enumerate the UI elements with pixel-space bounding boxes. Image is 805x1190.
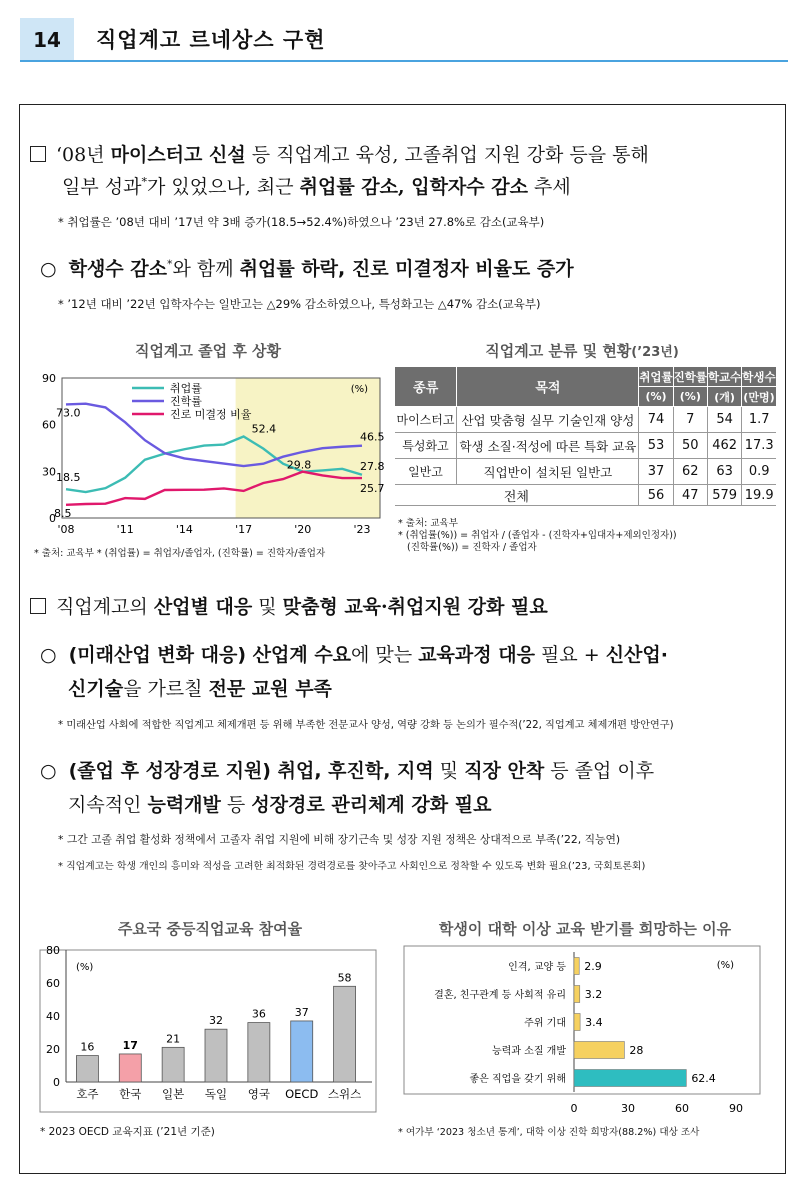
- bar-value-label: 16: [80, 1040, 95, 1054]
- text-run: 직업계고의: [56, 596, 154, 618]
- text-run: 및: [433, 760, 465, 782]
- text-run: 등 졸업 이후: [544, 760, 655, 782]
- section-number: 14: [20, 18, 74, 62]
- text-run: 와 함께: [172, 258, 240, 280]
- text-run: *: [166, 257, 173, 271]
- bar-value-label: 28: [629, 1044, 644, 1057]
- bar-value-label: 58: [337, 971, 352, 985]
- sec1-line1: [30, 140, 649, 167]
- circle-bullet-icon: ○: [40, 644, 57, 666]
- sec1-bullet-text: [69, 258, 574, 280]
- category-label: 독일: [204, 1087, 228, 1101]
- unit-label: (%): [350, 384, 368, 395]
- category-label: 호주: [76, 1087, 99, 1101]
- table-header-cell: 진학률: [673, 367, 707, 387]
- x-tick-label: '08: [57, 523, 75, 536]
- table-total-cell: 전체: [395, 485, 639, 506]
- text-run: 신산업·: [605, 644, 668, 666]
- category-label: 주위 기대: [524, 1018, 566, 1029]
- category-label: 영국: [247, 1087, 270, 1101]
- sec1-line1-text: [56, 144, 649, 166]
- sec2-head: [30, 592, 548, 619]
- table-subheader-cell: (%): [639, 387, 673, 407]
- x-tick-label: 60: [675, 1102, 689, 1115]
- cls-table-notes: [398, 518, 677, 554]
- text-run: 지속적인: [68, 794, 148, 816]
- table-row: [395, 407, 777, 433]
- text-run: 전문 교원 부족: [208, 678, 332, 700]
- table-header-row: [395, 367, 777, 387]
- table-cell: 53: [639, 433, 673, 459]
- table-header-cell: 학생수: [742, 367, 776, 387]
- sec2-bullet1-text1: [69, 644, 668, 666]
- x-tick-label: '11: [116, 523, 134, 536]
- text-run: 학생수 감소: [68, 258, 167, 280]
- y-tick-label: 0: [53, 1076, 60, 1089]
- bar: [119, 1054, 141, 1082]
- checkbox-bullet-icon: [30, 598, 46, 614]
- table-row: [395, 433, 777, 459]
- bar-value-label: 21: [166, 1032, 181, 1046]
- text-run: 마이스터고 신설: [110, 144, 246, 166]
- table-cell: 학생 소질·적성에 따른 특화 교육: [457, 433, 639, 459]
- text-run: 산업별 대응: [153, 596, 253, 618]
- table-cell: 62: [673, 459, 707, 485]
- table-cell: 직업반이 설치된 일반고: [457, 459, 639, 485]
- table-header-cell: 목적: [457, 367, 639, 407]
- text-run: 취업, 후진학, 지역: [277, 760, 434, 782]
- category-label: 좋은 직업을 갖기 위해: [469, 1074, 566, 1085]
- classification-table: [394, 366, 777, 506]
- bar-value-label: 17: [122, 1038, 138, 1052]
- cls-table-title-year: (’23년): [631, 345, 679, 360]
- data-label: 46.5: [360, 430, 385, 444]
- sec2-bullet1-line2: [68, 674, 332, 701]
- y-tick-label: 60: [46, 977, 60, 990]
- line-chart: [32, 370, 385, 545]
- text-run: 취업률 하락, 진로 미결정자 비율도 증가: [239, 258, 574, 280]
- bar: [574, 1042, 624, 1059]
- text-run: 능력개발: [147, 794, 221, 816]
- x-tick-label: '20: [294, 523, 312, 536]
- table-cell: 50: [673, 433, 707, 459]
- table-cell: 54: [707, 407, 741, 433]
- line-chart-source: * 출처: 교육부 * (취업률) = 취업자/졸업자, (진학률) = 진학자/졸업자: [34, 548, 326, 559]
- table-row: [395, 459, 777, 485]
- sec2-bullet1-line1: [40, 640, 668, 667]
- x-tick-label: '23: [353, 523, 371, 536]
- cls-table-title: [392, 340, 772, 361]
- x-tick-label: 0: [570, 1102, 578, 1115]
- text-run: 추세: [527, 176, 571, 198]
- bar-value-label: 32: [209, 1014, 223, 1028]
- table-subheader-cell: (만명): [742, 387, 776, 407]
- table-cell: 일반고: [395, 459, 457, 485]
- table-subheader-cell: (%): [673, 387, 707, 407]
- data-label: 52.4: [251, 422, 277, 436]
- bar: [291, 1021, 313, 1082]
- text-run: 가 있었으나, 최근: [146, 176, 300, 198]
- table-total-cell: 19.9: [742, 485, 776, 506]
- bar: [574, 986, 580, 1003]
- sec2-bullet2-line1: [40, 756, 654, 783]
- table-cell: 특성화고: [395, 433, 457, 459]
- bar: [334, 986, 356, 1082]
- category-label: 능력과 소질 개발: [492, 1046, 566, 1057]
- text-run: 맞춤형 교육·취업지원 강화 필요: [282, 596, 548, 618]
- bar: [162, 1047, 184, 1082]
- text-run: 취업률 감소, 입학자수 감소: [299, 176, 528, 198]
- unit-label: (%): [716, 960, 734, 971]
- y-tick-label: 60: [42, 418, 56, 432]
- category-label: 인격, 교양 등: [508, 962, 566, 973]
- table-cell: 산업 맞춤형 실무 기술인재 양성: [457, 407, 639, 433]
- bar: [574, 1070, 686, 1087]
- bar: [574, 958, 579, 975]
- text-run: ‘08년: [56, 144, 111, 166]
- text-run: 및: [252, 596, 283, 618]
- table-cell: 7: [673, 407, 707, 433]
- bar-value-label: 37: [294, 1005, 309, 1019]
- table-header-cell: 취업률: [639, 367, 673, 387]
- y-tick-label: 80: [46, 944, 60, 957]
- circle-bullet-icon: ○: [40, 258, 57, 280]
- text-run: 등: [220, 794, 252, 816]
- bar-value-label: 36: [251, 1007, 266, 1021]
- table-header-cell: 종류: [395, 367, 457, 407]
- legend-label-employ: 취업률: [170, 382, 202, 395]
- x-tick-label: 30: [621, 1102, 635, 1115]
- sec2-bullet1-note: * 미래산업 사회에 적합한 직업계고 체제개편 등 위해 부족한 전문교사 양성, 역량 강화 등 논의가 필수적(’22, 직업계고 체제개편 방안연구): [58, 720, 674, 731]
- sec1-line2-text: [62, 176, 571, 198]
- category-label: 결혼, 친구관계 등 사회적 유리: [434, 990, 566, 1001]
- sec1-note2: * ’12년 대비 ’22년 입학자수는 일반고는 △29% 감소하였으나, 특성화고는 △47% 감소(교육부): [58, 297, 541, 311]
- x-tick-label: '14: [175, 523, 193, 536]
- text-run: 신기술: [68, 678, 124, 700]
- text-run: 교육과정 대응: [418, 644, 535, 666]
- table-cell: 462: [707, 433, 741, 459]
- table-note: * 출처: 교육부: [398, 518, 458, 529]
- y-tick-label: 20: [46, 1043, 60, 1056]
- text-run: *: [141, 175, 147, 189]
- category-label: 일본: [162, 1087, 185, 1101]
- hbar-chart-title: 학생이 대학 이상 교육 받기를 희망하는 이유: [438, 920, 732, 938]
- highlight-region: [236, 378, 380, 518]
- x-tick-label: '17: [235, 523, 253, 536]
- sec2-bullet2-text1: [69, 760, 655, 782]
- table-total-cell: 56: [639, 485, 673, 506]
- text-run: 등 직업계고 육성, 고졸취업 지원 강화 등을 통해: [245, 144, 649, 166]
- bar: [76, 1056, 98, 1082]
- bar-value-label: 3.4: [585, 1016, 603, 1029]
- checkbox-bullet-icon: [30, 146, 46, 162]
- y-tick-label: 30: [42, 465, 56, 479]
- table-total-cell: 579: [707, 485, 741, 506]
- header-underline: [20, 60, 788, 62]
- text-run: (미래산업 변화 대응): [68, 644, 253, 666]
- hbar-chart-source: * 여가부 ‘2023 청소년 통계’, 대학 이상 진학 희망자(88.2%) 대상 조사: [398, 1127, 700, 1138]
- data-label: 73.0: [56, 406, 81, 420]
- cls-table-title-main: 직업계고 분류 및 현황: [485, 342, 632, 360]
- bar-value-label: 3.2: [584, 988, 603, 1001]
- table-total-cell: 47: [673, 485, 707, 506]
- legend-label-advance: 진학률: [170, 395, 202, 408]
- y-tick-label: 90: [42, 372, 56, 385]
- hbar-chart: [396, 944, 772, 1120]
- table-cell: 17.3: [742, 433, 776, 459]
- line-chart-title: 직업계고 졸업 후 상황: [134, 342, 282, 360]
- x-tick-label: 90: [729, 1102, 743, 1115]
- category-label: 스위스: [327, 1087, 362, 1101]
- data-label: 27.8: [360, 459, 385, 473]
- bar: [574, 1014, 580, 1031]
- unit-label: (%): [76, 962, 94, 973]
- table-cell: 74: [639, 407, 673, 433]
- table-cell: 0.9: [742, 459, 776, 485]
- sec1-line2: [62, 172, 571, 199]
- section-header: [20, 18, 785, 62]
- text-run: 직장 안착: [464, 760, 545, 782]
- circle-bullet-icon: ○: [40, 760, 57, 782]
- category-label: 한국: [119, 1087, 142, 1101]
- data-label: 25.7: [360, 482, 385, 496]
- y-tick-label: 40: [46, 1010, 60, 1023]
- sec2-bullet2-text2: [68, 794, 491, 816]
- text-run: (졸업 후 성장경로 지원): [68, 760, 278, 782]
- legend-label-undecided: 진로 미결정 비율: [170, 408, 252, 421]
- table-note: * (취업률(%)) = 취업자 / (졸업자 - (진학자+입대자+제외인정자)): [398, 530, 677, 541]
- sec1-note1: * 취업률은 ’08년 대비 ’17년 약 3배 증가(18.5→52.4%)하였으나 ’23년 27.8%로 감소(교육부): [58, 215, 545, 229]
- sec2-bullet2-note1: * 그간 고졸 취업 활성화 정책에서 고졸자 취업 지원에 비해 장기근속 및 성장 지원 정책은 상대적으로 부족(’22, 직능연): [58, 833, 621, 846]
- bar-chart-source: * 2023 OECD 교육지표 (’21년 기준): [40, 1126, 215, 1138]
- sec2-head-text: [56, 596, 548, 618]
- bar: [205, 1029, 227, 1082]
- y-tick-label: 0: [49, 512, 56, 525]
- text-run: 일부 성과: [62, 176, 142, 198]
- text-run: 에 맞는: [351, 644, 419, 666]
- text-run: 을 가르칠: [123, 678, 209, 700]
- data-label: 18.5: [56, 471, 81, 485]
- table-note: (진학률(%)) = 진학자 / 졸업자: [407, 542, 537, 553]
- text-run: 산업계 수요: [252, 644, 352, 666]
- table-subheader-cell: (개): [707, 387, 741, 407]
- table-cell: 1.7: [742, 407, 776, 433]
- data-label: 29.8: [286, 458, 312, 472]
- category-label: OECD: [285, 1087, 319, 1101]
- table-total-row: [395, 485, 777, 506]
- text-run: 필요 +: [534, 644, 606, 666]
- sec1-bullet: [40, 254, 574, 281]
- sec2-bullet2-line2: [68, 790, 491, 817]
- table-cell: 마이스터고: [395, 407, 457, 433]
- bar-value-label: 62.4: [691, 1072, 716, 1085]
- bar-chart: [30, 944, 382, 1116]
- text-run: 성장경로 관리체계 강화 필요: [251, 794, 492, 816]
- table-header-cell: 학교수: [707, 367, 741, 387]
- section-title: 직업계고 르네상스 구현: [96, 28, 326, 52]
- table-cell: 37: [639, 459, 673, 485]
- sec2-bullet1-text2: [68, 678, 332, 700]
- table-cell: 63: [707, 459, 741, 485]
- data-label: 8.5: [54, 506, 72, 520]
- bar-chart-title: 주요국 중등직업교육 참여율: [117, 920, 303, 938]
- bar: [248, 1023, 270, 1082]
- bar-value-label: 2.9: [584, 960, 602, 973]
- sec2-bullet2-note2: * 직업계고는 학생 개인의 흥미와 적성을 고려한 최적화된 경력경로를 찾아주고 사회인으로 정착할 수 있도록 변화 필요(’23, 국회토론회): [58, 861, 646, 872]
